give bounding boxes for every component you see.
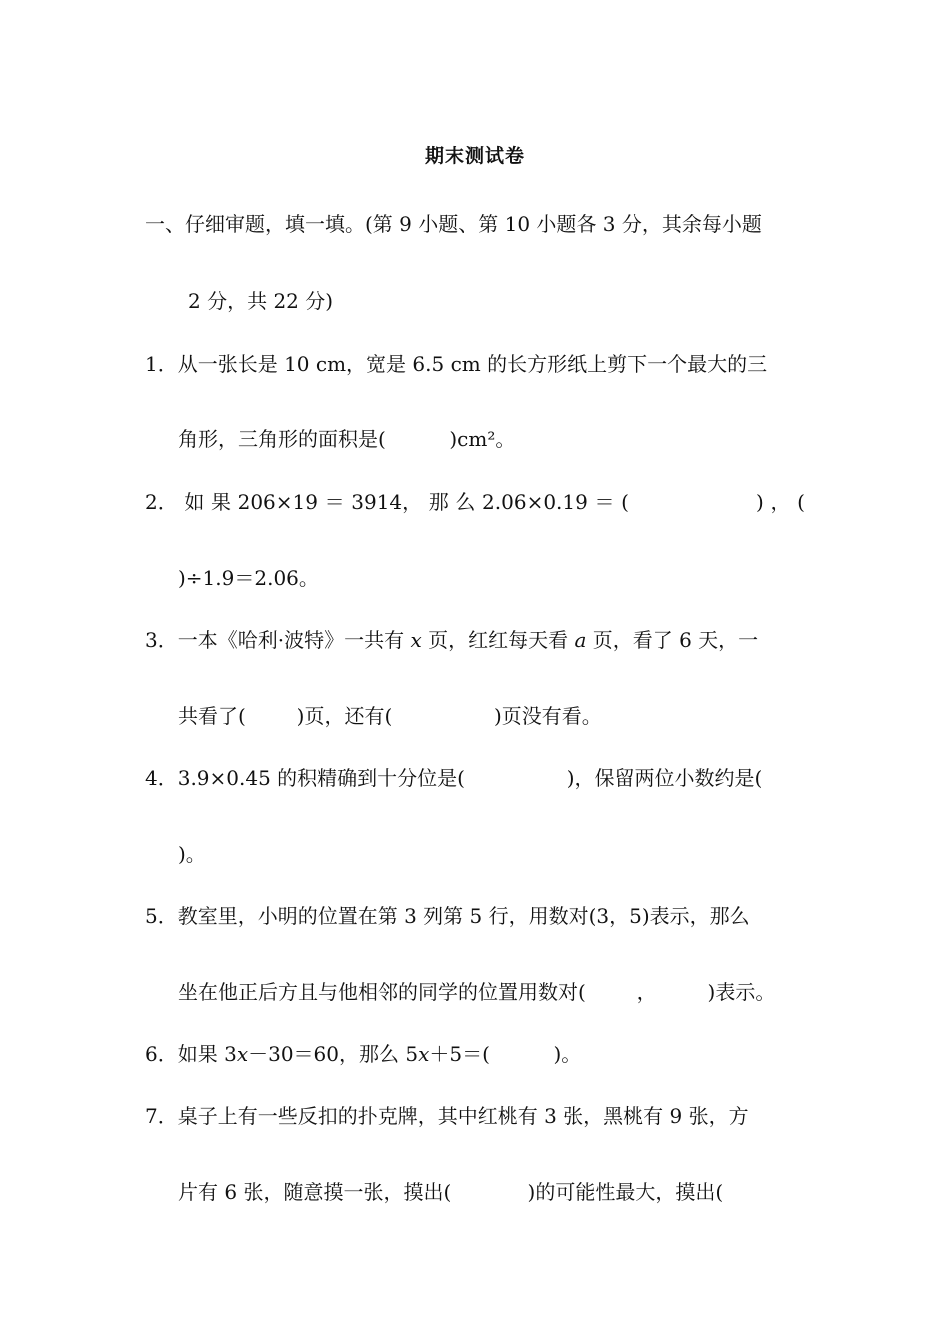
page-title: 期末测试卷	[424, 145, 525, 167]
question-7-line-1: 7．桌子上有一些反扣的扑克牌，其中红桃有 3 张，黑桃有 9 张，方	[145, 1104, 749, 1128]
question-1-line-2: 角形，三角形的面积是( )cm²。	[178, 427, 516, 451]
question-4-line-1: 4．3.9×0.45 的积精确到十分位是( )，保留两位小数约是(	[145, 766, 763, 790]
question-7-line-2: 片有 6 张，随意摸一张，摸出( )的可能性最大，摸出(	[178, 1180, 724, 1204]
question-2-text: 2.06×0.19	[482, 490, 588, 514]
question-2-text: ＝	[324, 490, 345, 514]
question-6-text: ＋5＝( )。	[429, 1042, 582, 1066]
question-2-line-2: )÷1.9＝2.06。	[178, 566, 319, 590]
question-2-text: 如	[184, 490, 205, 514]
question-3-text: 3．一本《哈利·波特》一共有	[145, 628, 411, 652]
variable-x: x	[418, 1042, 430, 1066]
question-1-line-1: 1．从一张长是 10 cm，宽是 6.5 cm 的长方形纸上剪下一个最大的三	[145, 352, 768, 376]
question-2-text: ，	[770, 490, 791, 514]
question-5-line-2: 坐在他正后方且与他相邻的同学的位置用数对( ， )表示。	[178, 980, 776, 1004]
variable-a: a	[574, 628, 587, 652]
question-3-line-2: 共看了( )页，还有( )页没有看。	[178, 704, 602, 728]
variable-x: x	[410, 628, 422, 652]
variable-x: x	[236, 1042, 249, 1066]
answer-blank: ( )	[621, 490, 764, 514]
question-6-text: －30＝60，那么 5	[248, 1042, 419, 1066]
section-header-line-1: 一、仔细审题，填一填。(第 9 小题、第 10 小题各 3 分，其余每小题	[145, 212, 762, 236]
question-2-number: 2．	[145, 490, 178, 514]
question-3-line-1	[145, 627, 758, 653]
question-3-text: 页，红红每天看	[421, 628, 575, 652]
question-6-line-1	[145, 1041, 581, 1067]
question-2-text: 206×19	[237, 490, 318, 514]
question-5-line-1: 5．教室里，小明的位置在第 3 列第 5 行，用数对(3，5)表示，那么	[145, 904, 750, 928]
question-2-text: 那	[428, 490, 449, 514]
question-2-text: 3914，	[351, 490, 423, 514]
question-2-text: 么	[455, 490, 476, 514]
question-2-text: ＝	[594, 490, 615, 514]
section-header-line-2: 2 分，共 22 分)	[188, 289, 334, 313]
question-3-text: 页，看了 6 天，一	[586, 628, 759, 652]
question-6-text: 6．如果 3	[145, 1042, 237, 1066]
question-2-text: (	[797, 490, 805, 514]
question-4-line-2: )。	[178, 842, 206, 866]
question-2-text: 果	[210, 490, 231, 514]
question-2-line-1	[145, 489, 805, 515]
